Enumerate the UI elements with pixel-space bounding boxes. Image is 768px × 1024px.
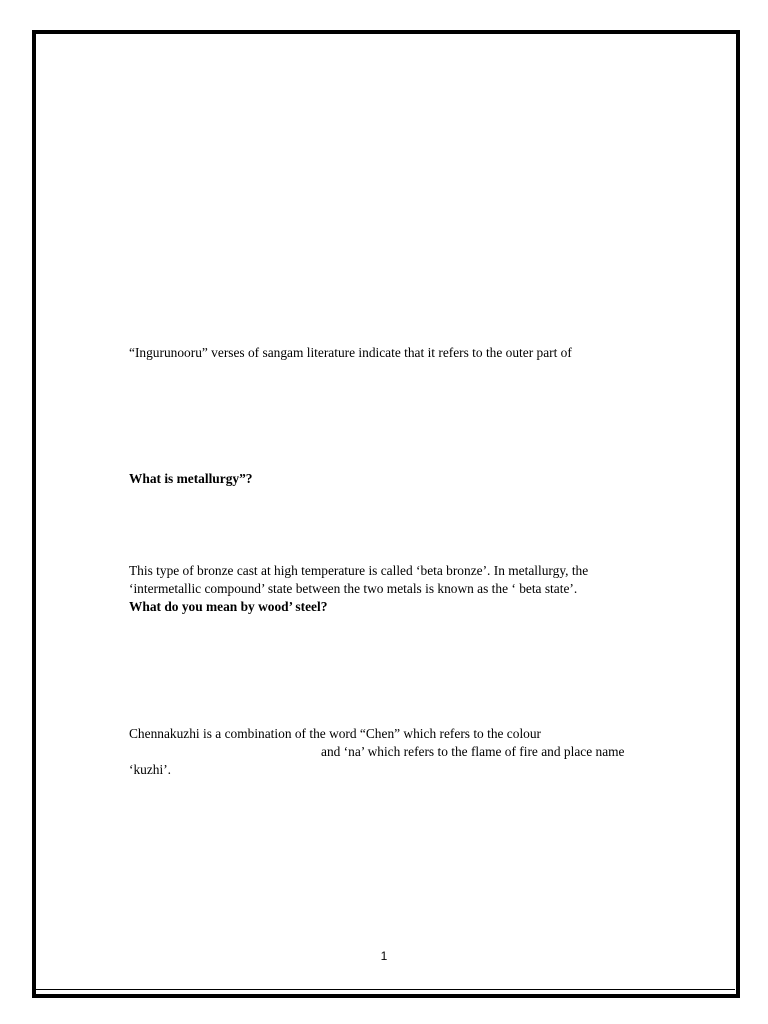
page-number: 1 xyxy=(380,949,388,963)
heading-wood-steel: What do you mean by wood’ steel? xyxy=(129,599,328,614)
paragraph-beta-bronze-line-2: ‘intermetallic compound’ state between the two metals is known as the ‘ beta state’. xyxy=(129,581,578,596)
paragraph-chennakuzhi-line-2: and ‘na’ which refers to the flame of fire and place name xyxy=(321,744,625,759)
paragraph-chennakuzhi-line-3: ‘kuzhi’. xyxy=(129,762,172,777)
page-border xyxy=(32,30,740,998)
paragraph-beta-bronze-line-1: This type of bronze cast at high temperature is called ‘beta bronze’. In metallurgy, the xyxy=(129,563,589,578)
paragraph-ingurunooru: “Ingurunooru” verses of sangam literature indicate that it refers to the outer part of xyxy=(129,345,572,360)
heading-what-is-metallurgy: What is metallurgy”? xyxy=(129,471,253,486)
paragraph-chennakuzhi-line-1: Chennakuzhi is a combination of the word “Chen” which refers to the colour xyxy=(129,726,542,741)
page-border-bottom-rule xyxy=(36,989,735,990)
